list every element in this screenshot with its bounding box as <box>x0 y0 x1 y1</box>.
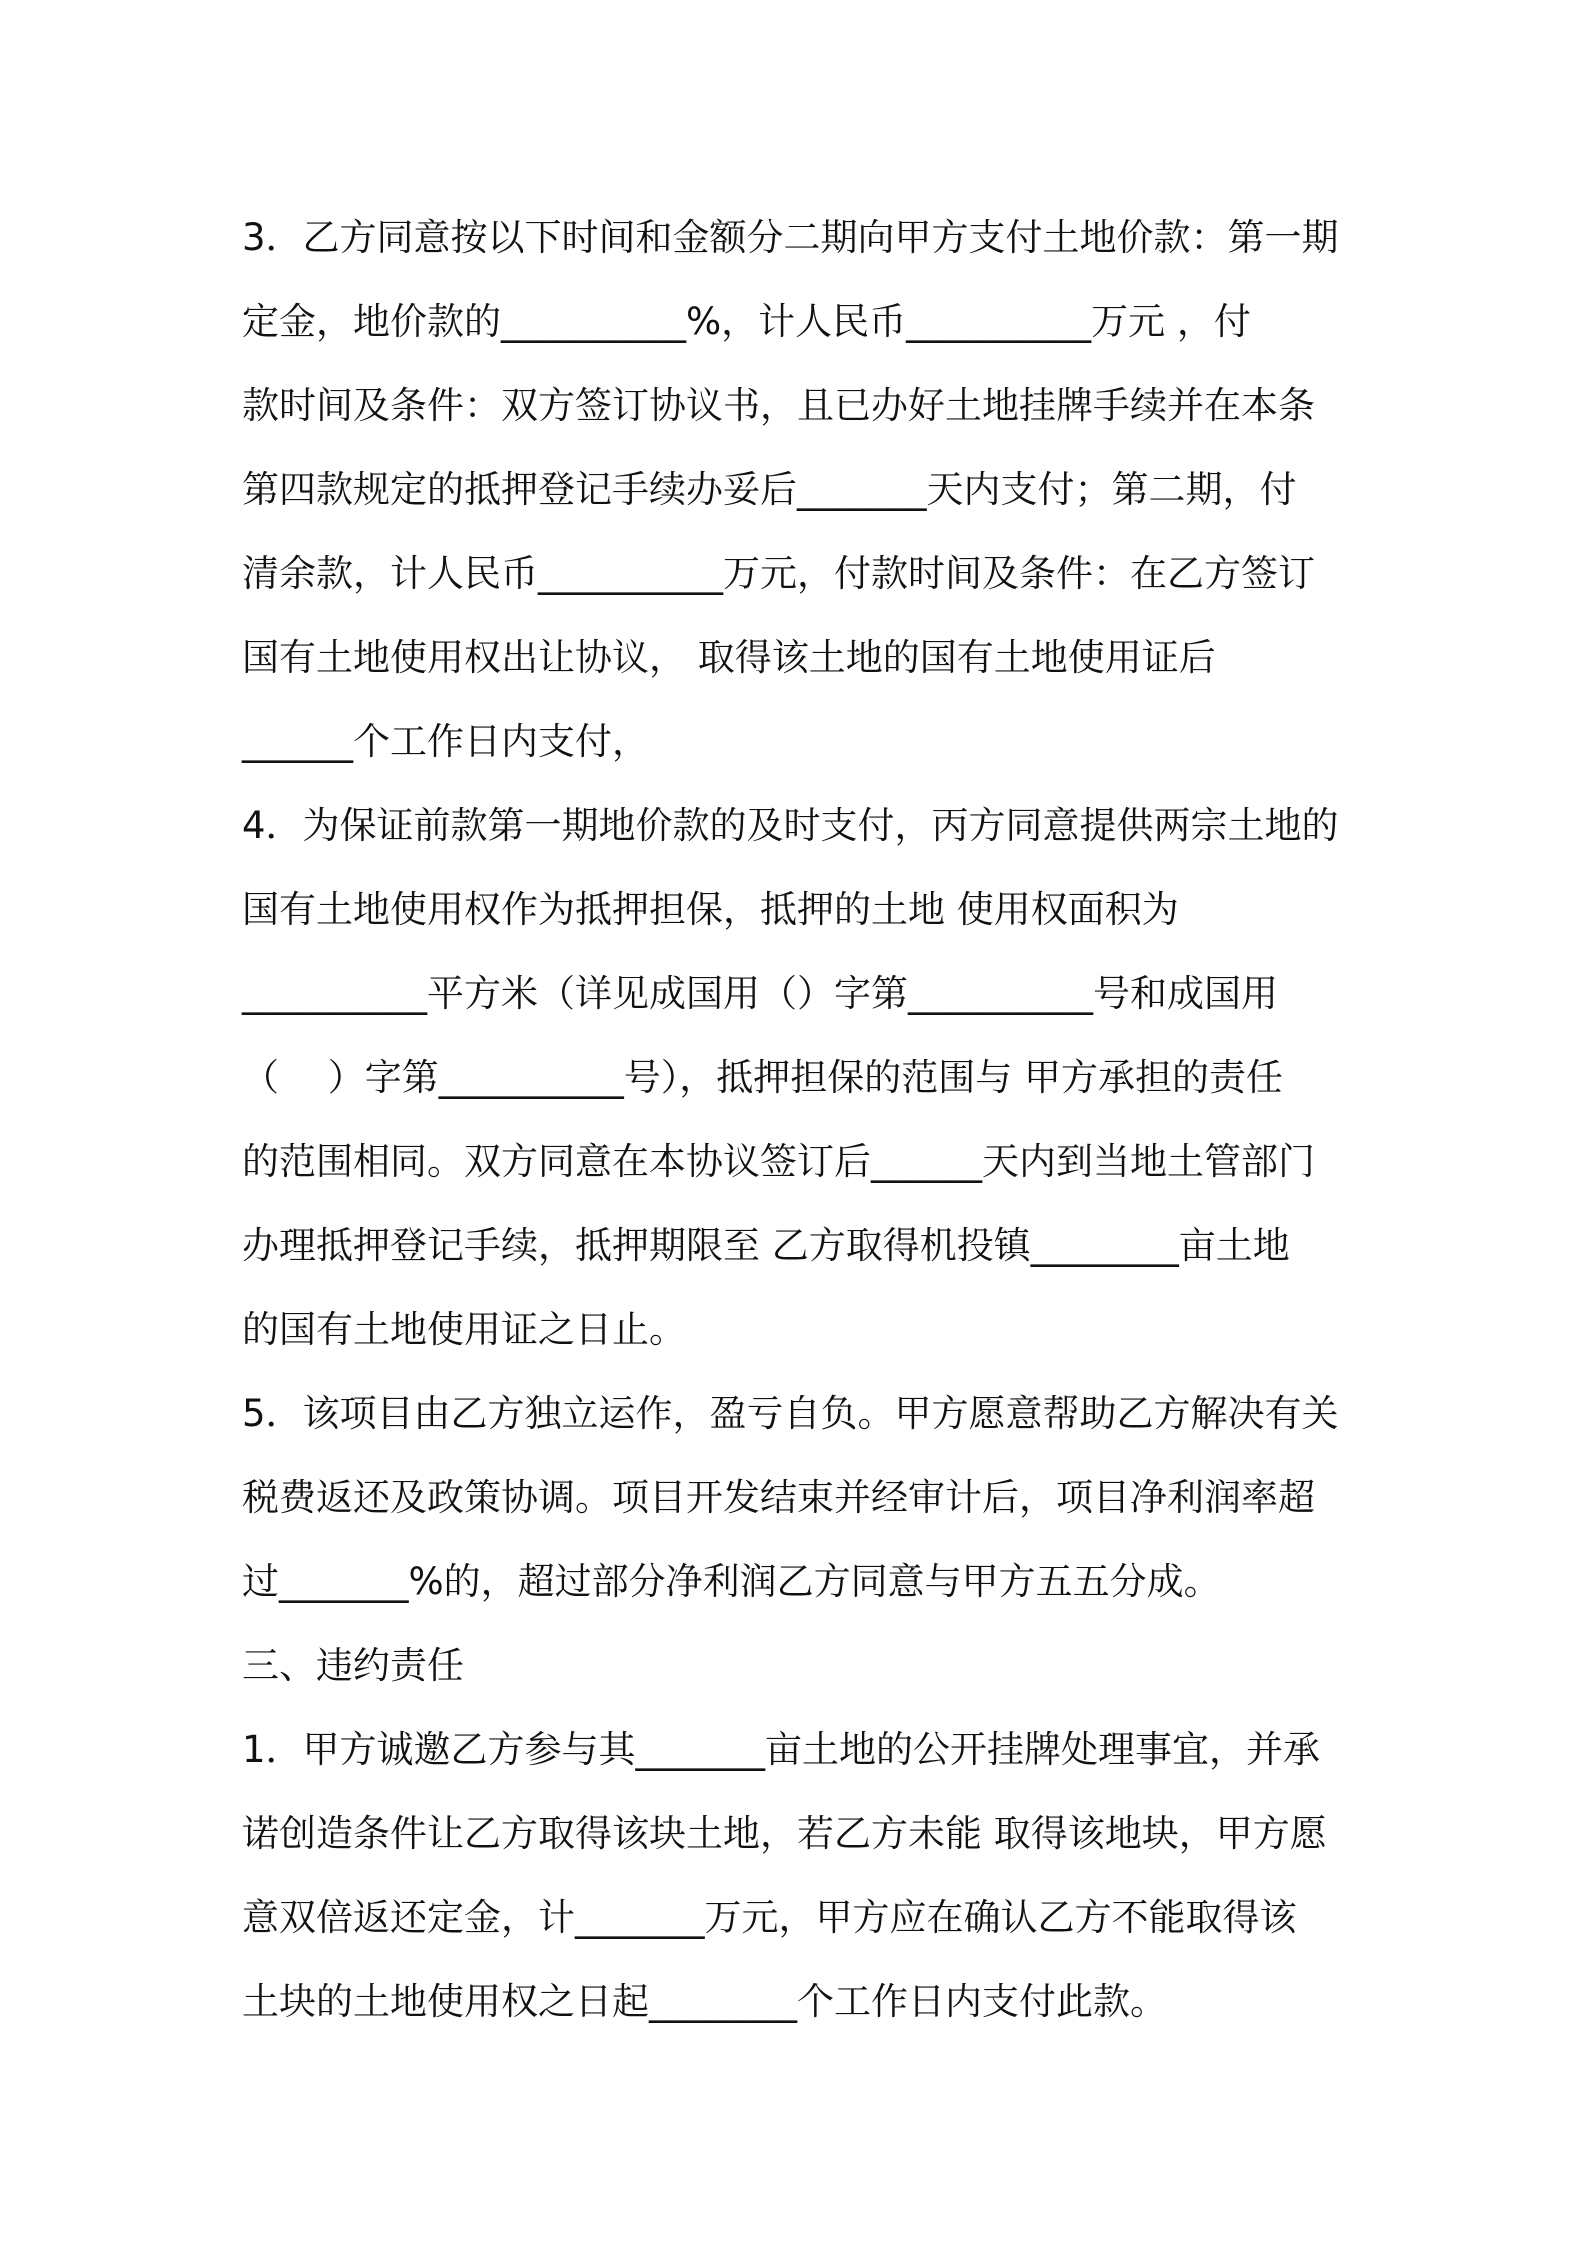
text-line: 5．该项目由乙方独立运作，盈亏自负。甲方愿意帮助乙方解决有关 <box>242 1392 1339 1435</box>
text-line: 意双倍返还定金，计_______万元，甲方应在确认乙方不能取得该 <box>242 1896 1297 1939</box>
text-line: （ ）字第__________号），抵押担保的范围与 甲方承担的责任 <box>242 1056 1284 1099</box>
text-line: 4．为保证前款第一期地价款的及时支付，丙方同意提供两宗土地的 <box>242 804 1339 847</box>
text-line: __________平方米（详见成国用（）字第__________号和成国用 <box>242 972 1278 1015</box>
section-heading: 三、违约责任 <box>242 1644 464 1687</box>
text-line: 国有土地使用权出让协议， 取得该土地的国有土地使用证后 <box>242 636 1216 679</box>
text-line: 税费返还及政策协调。项目开发结束并经审计后，项目净利润率超 <box>242 1476 1315 1519</box>
text-line: 诺创造条件让乙方取得该块土地，若乙方未能 取得该地块，甲方愿 <box>242 1812 1327 1855</box>
text-line: ______个工作日内支付， <box>242 720 649 763</box>
text-line: 办理抵押登记手续，抵押期限至 乙方取得机投镇________亩土地 <box>242 1224 1290 1267</box>
document-body <box>242 196 1362 2044</box>
text-line: 款时间及条件：双方签订协议书，且已办好土地挂牌手续并在本条 <box>242 384 1315 427</box>
text-line: 国有土地使用权作为抵押担保，抵押的土地 使用权面积为 <box>242 888 1179 931</box>
text-line: 的范围相同。双方同意在本协议签订后______天内到当地土管部门 <box>242 1140 1315 1183</box>
text-line: 清余款，计人民币__________万元，付款时间及条件：在乙方签订 <box>242 552 1315 595</box>
text-line: 土块的土地使用权之日起________个工作日内支付此款。 <box>242 1980 1167 2023</box>
text-line: 过_______%的，超过部分净利润乙方同意与甲方五五分成。 <box>242 1560 1221 1603</box>
text-line: 定金，地价款的__________%，计人民币__________万元 ，付 <box>242 300 1251 343</box>
text-line: 1．甲方诚邀乙方参与其_______亩土地的公开挂牌处理事宜，并承 <box>242 1728 1321 1771</box>
text-line: 的国有土地使用证之日止。 <box>242 1308 686 1351</box>
text-line: 3．乙方同意按以下时间和金额分二期向甲方支付土地价款：第一期 <box>242 216 1339 259</box>
text-line: 第四款规定的抵押登记手续办妥后_______天内支付；第二期，付 <box>242 468 1297 511</box>
